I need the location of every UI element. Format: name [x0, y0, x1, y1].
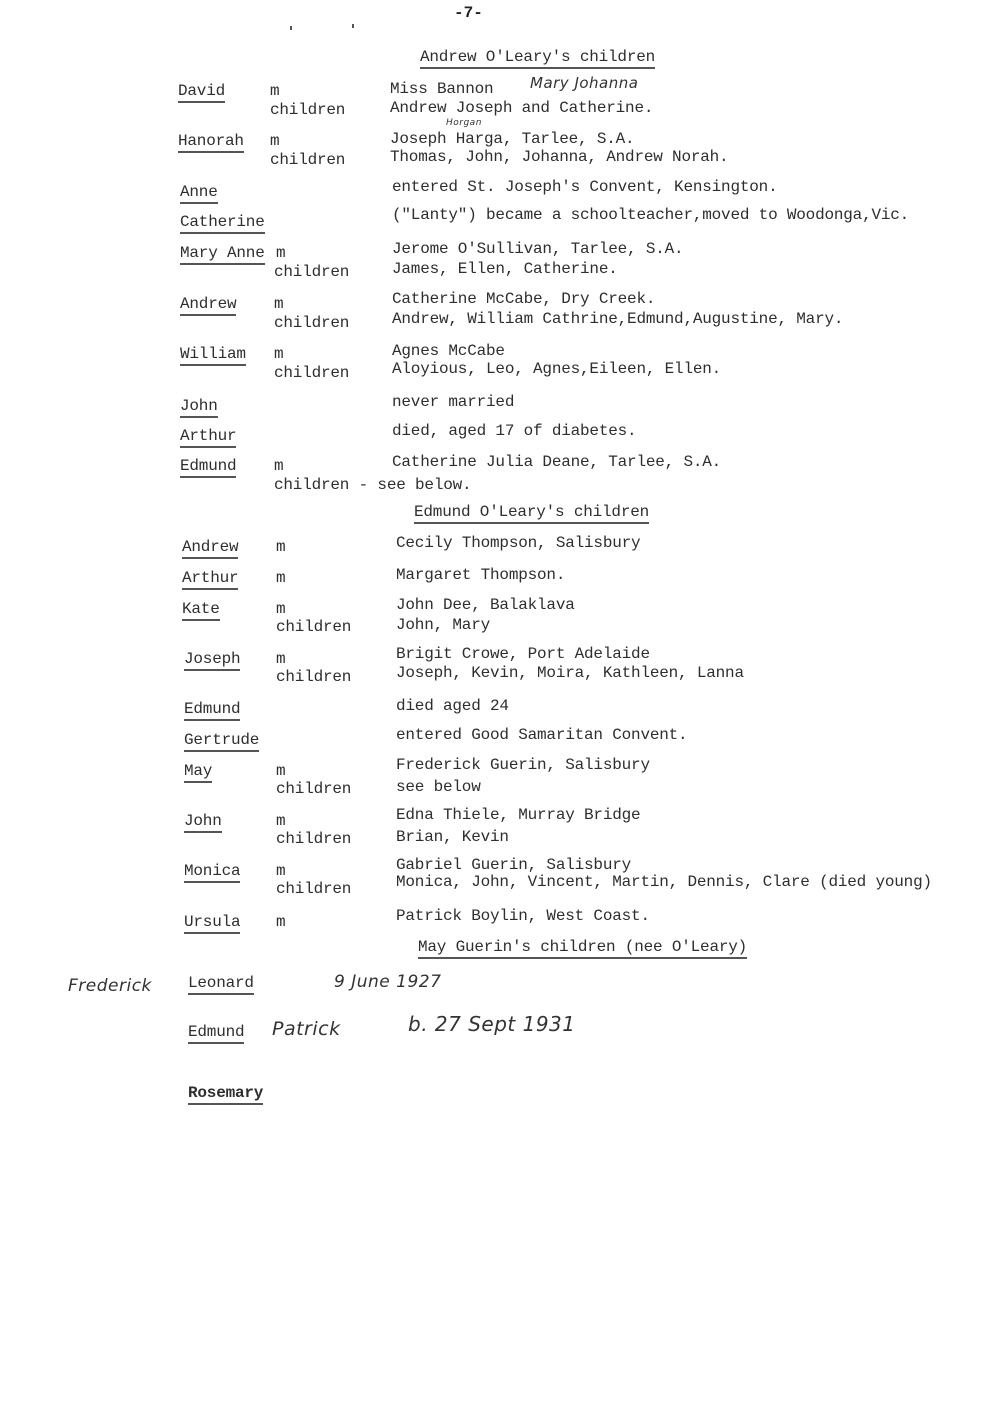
entry-name: Rosemary — [188, 1084, 263, 1105]
married-marker: m — [276, 913, 286, 931]
spouse: Patrick Boylin, West Coast. — [396, 907, 650, 925]
handwritten-annotation: Mary Johanna — [530, 74, 639, 92]
entry-name: May — [184, 762, 212, 783]
married-marker: m — [270, 132, 280, 150]
children-list: Aloyious, Leo, Agnes,Eileen, Ellen. — [392, 360, 722, 378]
spouse: Jerome O'Sullivan, Tarlee, S.A. — [392, 240, 684, 258]
children-list: see below — [396, 778, 481, 796]
section-heading-andrew: Andrew O'Leary's children — [420, 48, 655, 69]
entry-name: Ursula — [184, 913, 240, 934]
children-label: children — [274, 364, 350, 382]
handwritten-annotation: Patrick — [272, 1018, 341, 1040]
entry-note: never married — [392, 393, 515, 411]
entry-name: Monica — [184, 862, 240, 883]
spouse: Edna Thiele, Murray Bridge — [396, 806, 641, 824]
children-label: children — [276, 780, 352, 798]
married-marker: m — [276, 650, 286, 668]
handwritten-birthdate: b. 27 Sept 1931 — [408, 1012, 576, 1036]
handwritten-birthdate: 9 June 1927 — [334, 972, 442, 992]
spouse: Catherine McCabe, Dry Creek. — [392, 290, 656, 308]
children-label: children — [276, 668, 352, 686]
entry-name: Anne — [180, 183, 218, 204]
entry-name: John — [180, 397, 218, 418]
children-see-below: children - see below. — [274, 476, 472, 494]
section-heading-may-guerin: May Guerin's children (nee O'Leary) — [418, 938, 747, 959]
spouse: Frederick Guerin, Salisbury — [396, 756, 650, 774]
entry-name: Arthur — [180, 427, 236, 448]
children-list: Brian, Kevin — [396, 828, 509, 846]
married-marker: m — [276, 600, 286, 618]
entry-note: ("Lanty") became a schoolteacher,moved to Woodonga,Vic. — [392, 206, 910, 224]
children-label: children — [274, 263, 350, 281]
married-marker: m — [270, 82, 280, 100]
entry-name: Gertrude — [184, 731, 259, 752]
spouse: Gabriel Guerin, Salisbury — [396, 856, 632, 874]
entry-name: Joseph — [184, 650, 240, 671]
married-marker: m — [276, 244, 286, 262]
speck-mark — [352, 24, 354, 28]
page-number: -7- — [454, 4, 483, 22]
married-marker: m — [274, 295, 284, 313]
spouse: Agnes McCabe — [392, 342, 505, 360]
spouse: Cecily Thompson, Salisbury — [396, 534, 641, 552]
entry-name: Edmund — [180, 457, 236, 478]
entry-name: Andrew — [182, 538, 238, 559]
children-label: children — [270, 101, 346, 119]
married-marker: m — [276, 762, 286, 780]
children-label: children — [270, 151, 346, 169]
married-marker: m — [276, 862, 286, 880]
entry-note: entered St. Joseph's Convent, Kensington. — [392, 178, 778, 196]
handwritten-annotation: Frederick — [68, 976, 152, 996]
entry-name: Edmund — [184, 700, 240, 721]
entry-note: died, aged 17 of diabetes. — [392, 422, 637, 440]
children-list: Joseph, Kevin, Moira, Kathleen, Lanna — [396, 664, 744, 682]
speck-mark — [290, 26, 292, 30]
children-list: Andrew Joseph and Catherine. — [390, 99, 654, 117]
children-list: John, Mary — [396, 616, 491, 634]
spouse: Catherine Julia Deane, Tarlee, S.A. — [392, 453, 722, 471]
entry-name: David — [178, 82, 225, 103]
entry-name: Arthur — [182, 569, 238, 590]
entry-note: died aged 24 — [396, 697, 509, 715]
children-label: children — [276, 830, 352, 848]
section-heading-edmund: Edmund O'Leary's children — [414, 503, 649, 524]
entry-name: Kate — [182, 600, 220, 621]
spouse: Miss Bannon — [390, 80, 494, 98]
married-marker: m — [274, 457, 284, 475]
married-marker: m — [274, 345, 284, 363]
entry-name: Edmund — [188, 1023, 244, 1044]
spouse: Margaret Thompson. — [396, 566, 566, 584]
children-label: children — [276, 618, 352, 636]
handwritten-annotation: Horgan — [446, 118, 482, 128]
entry-name: John — [184, 812, 222, 833]
children-list: James, Ellen, Catherine. — [392, 260, 618, 278]
entry-note: entered Good Samaritan Convent. — [396, 726, 688, 744]
entry-name: Mary Anne — [180, 244, 265, 265]
married-marker: m — [276, 812, 286, 830]
children-label: children — [274, 314, 350, 332]
children-list: Andrew, William Cathrine,Edmund,Augustine, Mary. — [392, 310, 844, 328]
spouse: Brigit Crowe, Port Adelaide — [396, 645, 650, 663]
spouse: John Dee, Balaklava — [396, 596, 575, 614]
entry-name: Hanorah — [178, 132, 244, 153]
entry-name: Leonard — [188, 974, 254, 995]
entry-name: Andrew — [180, 295, 236, 316]
entry-name: William — [180, 345, 246, 366]
children-label: children — [276, 880, 352, 898]
spouse: Joseph Harga, Tarlee, S.A. — [390, 130, 635, 148]
married-marker: m — [276, 569, 286, 587]
children-list: Monica, John, Vincent, Martin, Dennis, Clare (died young) — [396, 873, 932, 891]
entry-name: Catherine — [180, 213, 265, 234]
married-marker: m — [276, 538, 286, 556]
children-list: Thomas, John, Johanna, Andrew Norah. — [390, 148, 729, 166]
